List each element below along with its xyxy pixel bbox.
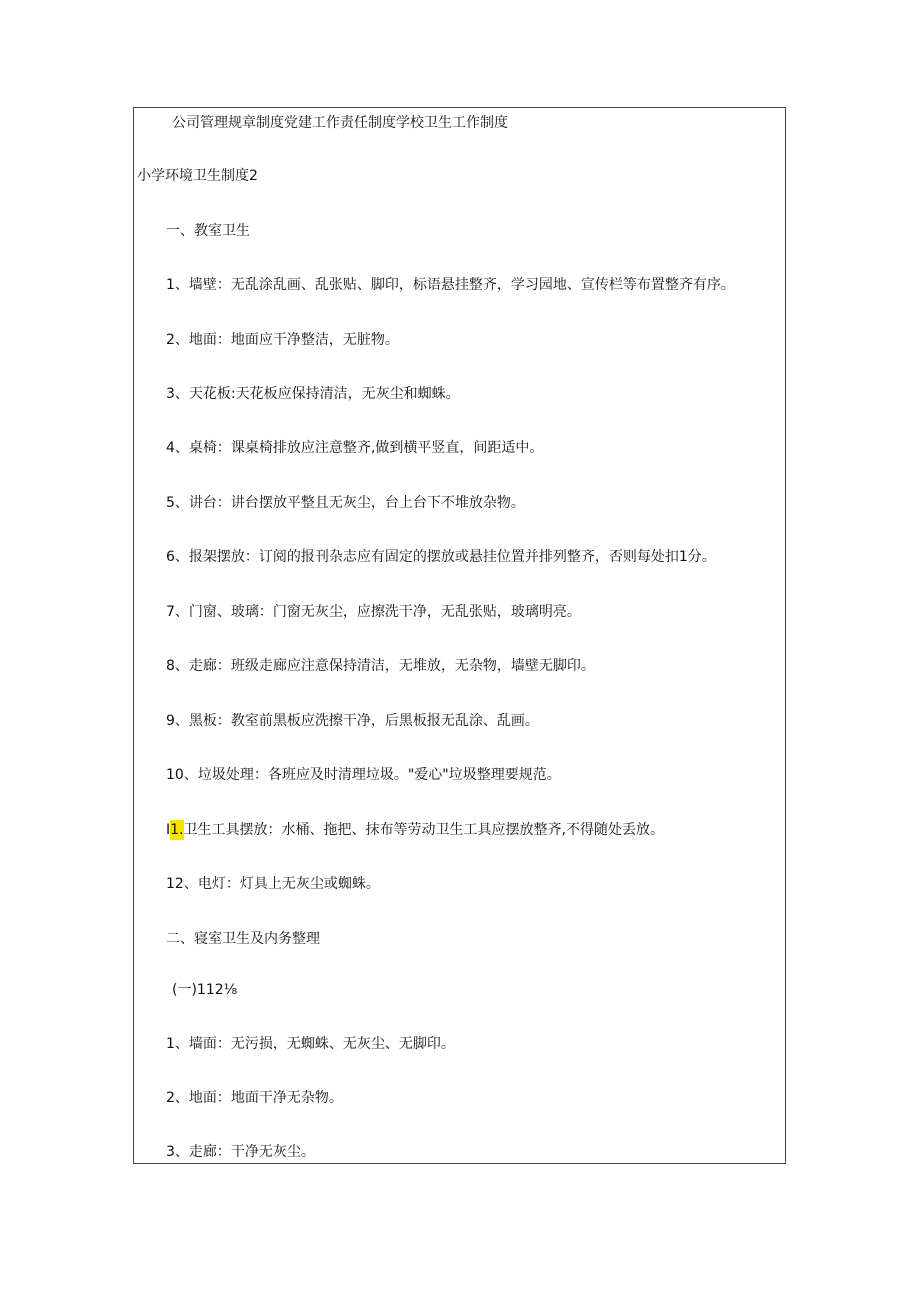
- item-number-prefix: I: [166, 822, 171, 838]
- list-item: 7、门窗、玻璃：门窗无灰尘，应擦洗干净，无乱张贴，玻璃明亮。: [166, 604, 581, 620]
- list-item: 10、垃圾处理：各班应及时清理垃圾。"爱心"垃圾整理要规范。: [166, 767, 561, 783]
- list-item: 9、黑板：教室前黑板应洗擦干净，后黑板报无乱涂、乱画。: [166, 713, 539, 729]
- list-item: 3、走廊：干净无灰尘。: [166, 1144, 315, 1160]
- list-item: 1、墙面：无污损，无蜘蛛、无灰尘、无脚印。: [166, 1036, 455, 1052]
- document-title: 小学环境卫生制度2: [137, 168, 258, 184]
- list-item: 1、墙壁：无乱涂乱画、乱张贴、脚印，标语悬挂整齐，学习园地、宣传栏等布置整齐有序。: [166, 277, 735, 293]
- section-heading-classroom: 一、教室卫生: [166, 223, 250, 239]
- section-heading-dormitory: 二、寝室卫生及内务整理: [166, 931, 320, 947]
- list-item: 5、讲台：讲台摆放平整且无灰尘，台上台下不堆放杂物。: [166, 495, 525, 511]
- list-item: 8、走廊：班级走廊应注意保持清洁，无堆放，无杂物，墙壁无脚印。: [166, 658, 595, 674]
- item-text: 卫生工具摆放：水桶、拖把、抹布等劳动卫生工具应摆放整齐,不得随处丢放。: [183, 822, 664, 838]
- list-item: 12、电灯：灯具上无灰尘或蜘蛛。: [166, 876, 380, 892]
- list-item: 2、地面：地面应干净整洁，无脏物。: [166, 332, 399, 348]
- list-item: 2、地面：地面干净无杂物。: [166, 1090, 343, 1106]
- list-item: 4、桌椅：课桌椅排放应注意整齐,做到横平竖直，间距适中。: [166, 440, 544, 456]
- list-item: [166, 820, 664, 840]
- list-item: 3、天花板:天花板应保持清洁，无灰尘和蜘蛛。: [166, 386, 460, 402]
- highlighted-text: 1.: [170, 822, 184, 838]
- document-header: 公司管理规章制度党建工作责任制度学校卫生工作制度: [172, 115, 508, 131]
- subsection-heading: (一)112⅛: [172, 982, 238, 998]
- document-frame: [133, 107, 786, 1164]
- list-item: 6、报架摆放：订阅的报刊杂志应有固定的摆放或悬挂位置并排列整齐，否则每处扣1分。: [166, 549, 716, 565]
